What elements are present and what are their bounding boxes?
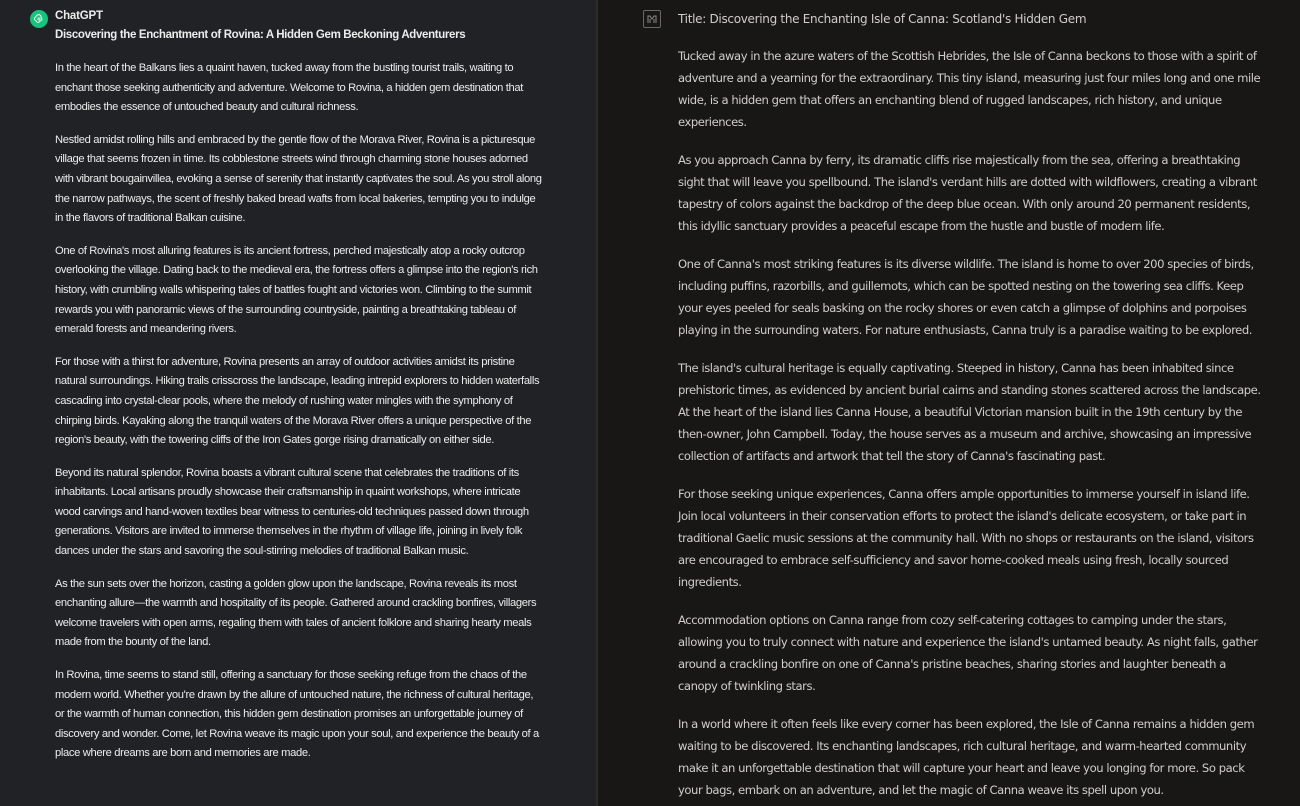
response-title: Title: Discovering the Enchanting Isle of Canna: Scotland's Hidden Gem	[678, 12, 1087, 26]
response-body	[55, 59, 545, 777]
assistant-response-panel	[598, 0, 1300, 806]
paragraph: In Rovina, time seems to stand still, offering a sanctuary for those seeking refuge from the chaos of the modern world. Whether you're drawn by the allure of untouched nature, the richness of cultural heritage, or the warmth of human connection, this hidden gem destination promises an unforgettable journey of discovery and wonder. Come, let Rovina weave its magic upon your soul, and experience the beauty of a place where dreams are born and memories are made.	[55, 669, 539, 760]
paragraph: As the sun sets over the horizon, casting a golden glow upon the landscape, Rovina reveals its most enchanting allure—the warmth and hospitality of its people. Gathered around crackling bonfires, villagers welcome travelers with open arms, regaling them with tales of ancient folklore and sharing hearty meals made from the bounty of the land.	[55, 577, 537, 649]
author-name: ChatGPT	[55, 10, 103, 22]
chatgpt-logo-icon	[30, 10, 48, 28]
assistant-logo-icon	[643, 10, 661, 28]
paragraph: Tucked away in the azure waters of the Scottish Hebrides, the Isle of Canna beckons to those with a spirit of adventure and a yearning for the extraordinary. This tiny island, measuring just four miles long and one mile wide, is a hidden gem that offers an enchanting blend of rugged landscapes, rich history, and unique experiences.	[678, 49, 1261, 129]
paragraph: Beyond its natural splendor, Rovina boasts a vibrant cultural scene that celebrates the traditions of its inhabitants. Local artisans proudly showcase their craftsmanship in quaint workshops, where intricate wood carvings and hand-woven textiles bear witness to centuries-old techniques passed down through generations. Visitors are invited to immerse themselves in the rhythm of village life, joining in lively folk dances under the stars and savoring the soul-stirring melodies of traditional Balkan music.	[55, 466, 529, 558]
paragraph: As you approach Canna by ferry, its dramatic cliffs rise majestically from the sea, offering a breathtaking sight that will leave you spellbound. The island's verdant hills are dotted with wildflowers, creating a vibrant tapestry of colors against the backdrop of the deep blue ocean. With only around 20 permanent residents, this idyllic sanctuary provides a peaceful escape from the hustle and bustle of modern life.	[678, 153, 1257, 233]
paragraph: In a world where it often feels like every corner has been explored, the Isle of Canna remains a hidden gem waiting to be discovered. Its enchanting landscapes, rich cultural heritage, and warm-hearted community make it an unforgettable destination that will capture your heart and leave you longing for more. So pack your bags, embark on an adventure, and let the magic of Canna weave its spell upon you.	[678, 717, 1255, 797]
response-body	[678, 45, 1268, 806]
paragraph: One of Canna's most striking features is its diverse wildlife. The island is home to over 200 species of birds, including puffins, razorbills, and guillemots, which can be spotted nesting on the towering sea cliffs. Keep your eyes peeled for seals basking on the rocky shores or even catch a glimpse of dolphins and porpoises playing in the surrounding waters. For nature enthusiasts, Canna truly is a paradise waiting to be explored.	[678, 257, 1254, 337]
chatgpt-response-panel	[0, 0, 596, 806]
paragraph: In the heart of the Balkans lies a quaint haven, tucked away from the bustling tourist trails, waiting to enchant those seeking authenticity and adventure. Welcome to Rovina, a hidden gem destination that embodies the essence of untouched beauty and cultural richness.	[55, 62, 524, 114]
paragraph: For those seeking unique experiences, Canna offers ample opportunities to immerse yourself in island life. Join local volunteers in their conservation efforts to protect the island's delicate ecosystem, or take part in traditional Gaelic music sessions at the community hall. With no shops or restaurants on the island, visitors are encouraged to embrace self-sufficiency and savor home-cooked meals using fresh, locally sourced ingredients.	[678, 487, 1254, 589]
paragraph: Nestled amidst rolling hills and embraced by the gentle flow of the Morava River, Rovina is a picturesque village that seems frozen in time. Its cobblestone streets wind through charming stone houses adorned with vibrant bougainvillea, evoking a sense of serenity that instantly captivates the soul. As you stroll along the narrow pathways, the scent of freshly baked bread wafts from local bakeries, tempting you to indulge in the flavors of traditional Balkan cuisine.	[55, 133, 542, 225]
paragraph: Accommodation options on Canna range from cozy self-catering cottages to camping under the stars, allowing you to truly connect with nature and experience the island's untamed beauty. As night falls, gather around a crackling bonfire on one of Canna's pristine beaches, sharing stories and laughter beneath a canopy of twinkling stars.	[678, 613, 1258, 693]
paragraph: One of Rovina's most alluring features is its ancient fortress, perched majestically atop a rocky outcrop overlooking the village. Dating back to the medieval era, the fortress offers a glimpse into the region's rich history, with crumbling walls whispering tales of battles fought and victories won. Climbing to the summit rewards you with panoramic views of the surrounding countryside, painting a breathtaking tableau of emerald forests and meandering rivers.	[55, 244, 538, 336]
paragraph: For those with a thirst for adventure, Rovina presents an array of outdoor activities amidst its pristine natural surroundings. Hiking trails crisscross the landscape, leading intrepid explorers to hidden waterfalls cascading into crystal-clear pools, where the melody of rushing water mingles with the symphony of chirping birds. Kayaking along the tranquil waters of the Morava River offers a unique perspective of the region's beauty, with the towering cliffs of the Iron Gates gorge rising dramatically on either side.	[55, 355, 540, 447]
response-title: Discovering the Enchantment of Rovina: A Hidden Gem Beckoning Adventurers	[55, 29, 466, 41]
paragraph: The island's cultural heritage is equally captivating. Steeped in history, Canna has been inhabited since prehistoric times, as evidenced by ancient burial cairns and standing stones scattered across the landscape. At the heart of the island lies Canna House, a beautiful Victorian mansion built in the 19th century by the then-owner, John Campbell. Today, the house serves as a museum and archive, showcasing an impressive collection of artifacts and artwork that tell the story of Canna's fascinating past.	[678, 361, 1261, 463]
